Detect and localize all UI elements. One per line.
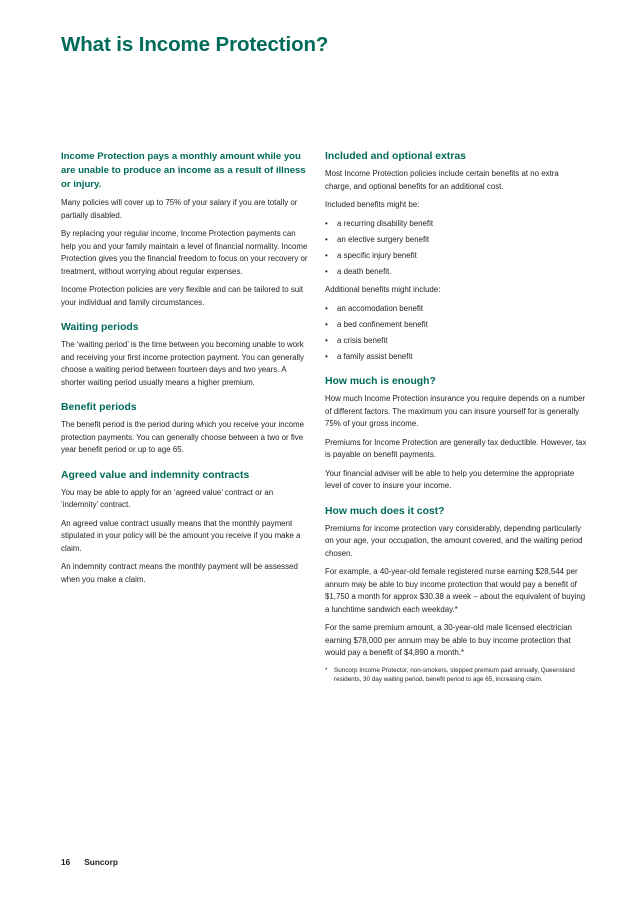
section-agreed-value: [61, 469, 311, 587]
section-benefit-periods: [61, 401, 311, 457]
list-item: • a bed confinement benefit: [325, 319, 587, 332]
paragraph: By replacing your regular income, Income Protection payments can help you and your family maintain a level of financial normality. Income Protection gives you the financial freedom to focus on your recovery or treatment, without worrying about regular expenses.: [61, 229, 308, 276]
bullet-icon: •: [325, 234, 328, 244]
section-included-extras: [325, 150, 587, 363]
bullet-icon: •: [325, 250, 328, 260]
page-footer: [61, 857, 118, 867]
list-item: • a crisis benefit: [325, 335, 587, 348]
paragraph: For the same premium amount, a 30-year-old male licensed electrician earning $78,000 per annum may be able to buy income protection that would pay a benefit of $4,890 a month.*: [325, 623, 572, 657]
included-benefits-list: [325, 218, 587, 279]
bullet-icon: •: [325, 319, 328, 329]
paragraph: Premiums for income protection vary considerably, depending particularly on your age, your occupation, the amount covered, and the waiting period chosen.: [325, 523, 583, 558]
section-heading: How much is enough?: [325, 376, 436, 387]
section-heading: Agreed value and indemnity contracts: [61, 469, 250, 481]
paragraph: Your financial adviser will be able to help you determine the appropriate level of cover to insure your income.: [325, 468, 575, 490]
bullet-icon: •: [325, 335, 328, 345]
section-heading: How much does it cost?: [325, 505, 445, 517]
bullet-icon: •: [325, 218, 328, 228]
paragraph: Many policies will cover up to 75% of your salary if you are totally or partially disabled.: [61, 198, 298, 220]
footnote-mark: *: [325, 666, 328, 674]
list-item: • a specific injury benefit: [325, 250, 587, 263]
section-heading: Benefit periods: [61, 402, 137, 413]
intro-text: Income Protection pays a monthly amount while you are unable to produce an income as a result of illness or injury.: [61, 151, 306, 190]
footnote: [325, 666, 587, 685]
paragraph: Most Income Protection policies include certain benefits at no extra charge, and optional benefits for an additional cost.: [325, 169, 559, 191]
paragraph: The benefit period is the period during which you receive your income protection payments. You can generally choose between a two or five year benefit period or up to age 65.: [61, 420, 304, 454]
paragraph: Income Protection policies are very flexible and can be tailored to suit your individual and family circumstances.: [61, 285, 304, 307]
paragraph: An indemnity contract means the monthly payment will be assessed when you make a claim.: [61, 562, 298, 584]
bullet-icon: •: [325, 303, 328, 313]
paragraph: How much Income Protection insurance you require depends on a number of different factors. The maximum you can insure yourself for is generally 75% of your gross income.: [325, 394, 586, 428]
section-how-much-enough: [325, 375, 587, 493]
list-item: • a recurring disability benefit: [325, 218, 587, 231]
paragraph: An agreed value contract usually means that the monthly payment stipulated in your policy will be the amount you receive if you make a claim.: [61, 518, 301, 553]
bullet-icon: •: [325, 351, 328, 361]
list-label: Additional benefits might include:: [325, 285, 441, 294]
additional-benefits-list: [325, 303, 587, 364]
right-column: [325, 150, 587, 684]
paragraph: You may be able to apply for an ‘agreed value’ contract or an ‘indemnity’ contract.: [61, 487, 274, 509]
section-heading: Waiting periods: [61, 322, 139, 333]
paragraph: Premiums for Income Protection are generally tax deductible. However, tax is payable on benefit payments.: [325, 437, 587, 459]
paragraph: For example, a 40-year-old female registered nurse earning $28,544 per annum may be able to buy income protection that would pay a benefit of $1,750 a month for approx $30.38 a week – about the equivalent of buying a lunchtime sandwich each weekday.*: [325, 567, 586, 614]
section-waiting-periods: [61, 321, 311, 389]
list-label: Included benefits might be:: [325, 200, 420, 209]
section-cost: [325, 505, 587, 685]
list-item: • a family assist benefit: [325, 351, 587, 364]
list-item: • an elective surgery benefit: [325, 234, 587, 247]
page-title: What is Income Protection?: [61, 33, 329, 56]
section-heading: Included and optional extras: [325, 151, 466, 162]
left-column: [61, 150, 311, 592]
footnote-text: Suncorp Income Protector, non-smokers, stepped premium paid annually, Queensland residents, 30 day waiting period, benefit period to age 65, increasing claim.: [334, 666, 575, 683]
paragraph: The ‘waiting period’ is the time between you becoming unable to work and receiving your first income protection payment. You can generally choose a waiting period between fourteen days and two years. A shorter waiting period usually means a higher premium.: [61, 340, 304, 387]
page-number: 16: [61, 857, 71, 867]
list-item: • a death benefit.: [325, 266, 587, 279]
brand-name: Suncorp: [84, 857, 118, 867]
list-item: • an accomodation benefit: [325, 303, 587, 316]
bullet-icon: •: [325, 266, 328, 276]
